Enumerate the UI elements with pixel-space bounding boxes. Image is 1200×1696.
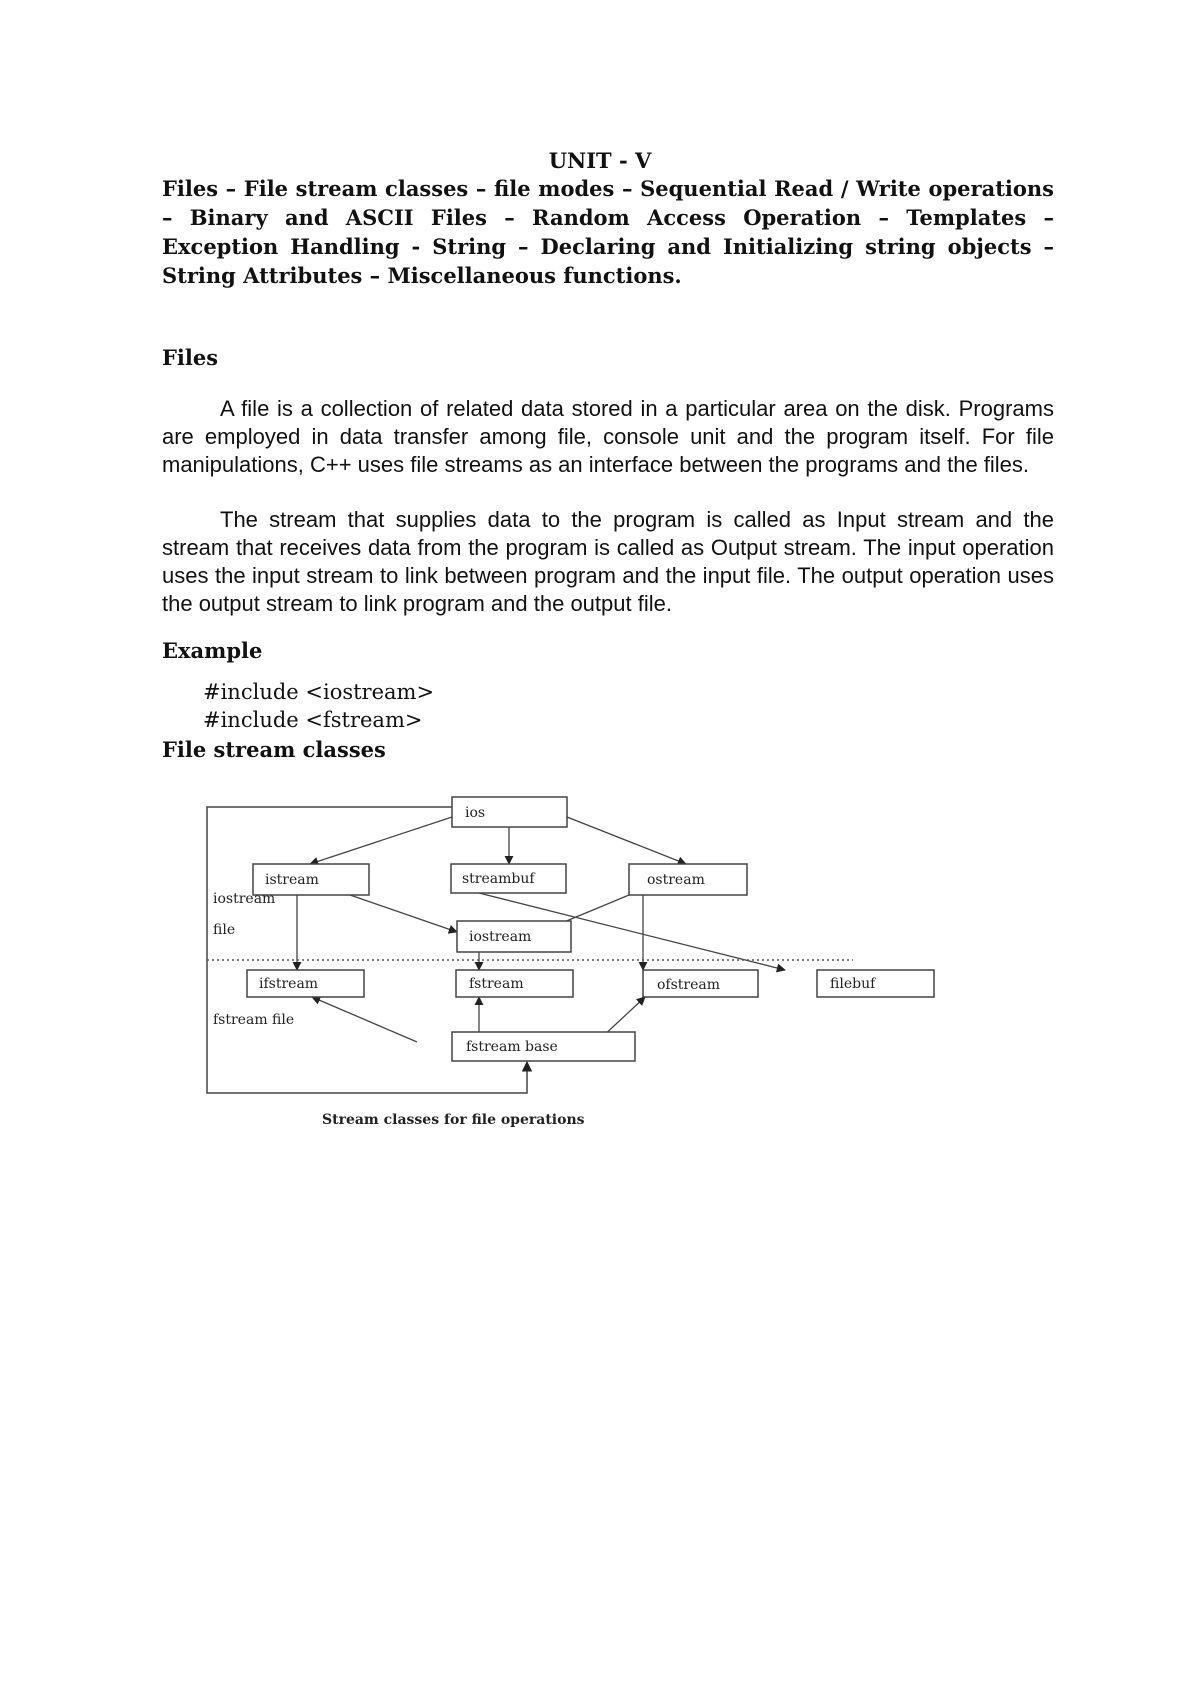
node-ifstream-label: ifstream <box>259 976 319 992</box>
node-istream-label: istream <box>265 872 319 888</box>
node-ofstream <box>643 970 758 997</box>
label-file: file <box>213 922 236 938</box>
diagram-caption: Stream classes for file operations <box>322 1112 585 1128</box>
edge-fstreambase-ifstream-visible <box>312 997 417 1042</box>
paragraph-1-text: A file is a collection of related data stored in a particular area on the disk. Programs are employed in data transfer among file, console unit and the program itself. For file manipulations, C++ uses file streams as an interface between the programs and the files. <box>162 396 1054 477</box>
node-ofstream-label: ofstream <box>657 977 721 993</box>
paragraph-2-text: The stream that supplies data to the program is called as Input stream and the stream that receives data from the program is called as Output stream. The input operation uses the input stream to link between program and the input file. The output operation uses the output stream to link program and the output file. <box>162 507 1054 616</box>
label-fstream-file: fstream file <box>213 1012 295 1028</box>
node-ios-label: ios <box>465 805 486 821</box>
node-streambuf-label: streambuf <box>462 871 535 887</box>
unit-title: UNIT - V <box>548 148 652 173</box>
label-iostream: iostream <box>213 891 276 907</box>
example-heading: Example <box>162 638 263 663</box>
file-stream-classes-heading: File stream classes <box>162 737 386 762</box>
node-ios <box>452 797 567 827</box>
stream-classes-diagram <box>195 790 955 1130</box>
node-fstream-label: fstream <box>469 976 524 992</box>
edge-ios-istream <box>310 817 452 864</box>
syllabus-summary: Files – File stream classes – file modes – Sequential Read / Write operations – Binary and ASCII Files – Random Access Operation – Templates – Exception Handling - String – Declaring and Initializing string objects – String Attributes – Miscellaneous functions. <box>162 176 1054 288</box>
code-line-1: #include <iostream> <box>203 680 435 704</box>
node-fstream-base-label: fstream base <box>466 1039 558 1055</box>
node-iostream <box>457 921 571 952</box>
paragraph-1 <box>162 395 1054 479</box>
files-heading: Files <box>162 345 219 370</box>
node-filebuf-label: filebuf <box>830 976 876 992</box>
node-fstream-base <box>452 1032 635 1061</box>
node-ostream <box>629 864 747 895</box>
node-fstream <box>456 970 573 997</box>
node-iostream-label: iostream <box>469 929 532 945</box>
edge-istream-iostream <box>350 895 457 932</box>
node-ifstream <box>247 970 364 997</box>
node-ostream-label: ostream <box>647 872 705 888</box>
node-streambuf <box>451 864 566 893</box>
code-line-2: #include <fstream> <box>203 708 423 732</box>
edge-ios-ostream <box>567 817 686 864</box>
node-filebuf <box>817 970 934 997</box>
paragraph-2 <box>162 506 1054 618</box>
